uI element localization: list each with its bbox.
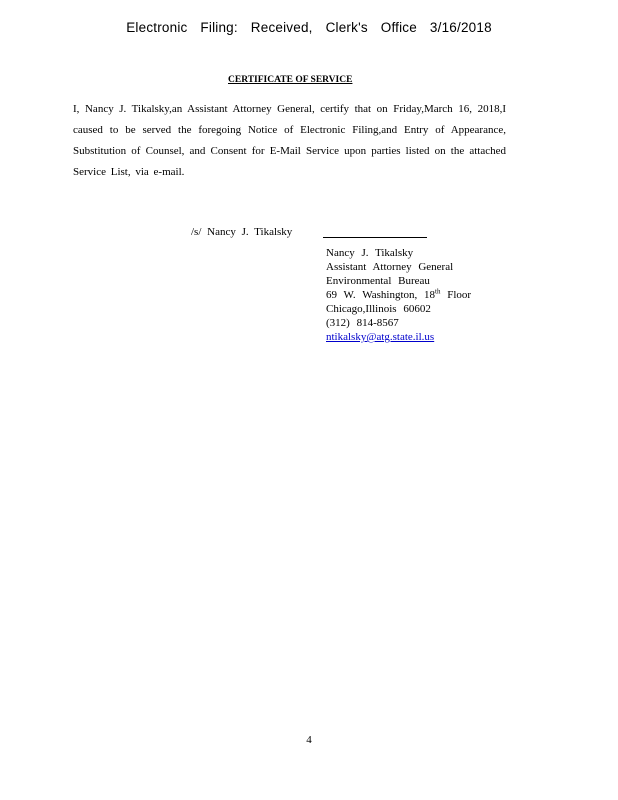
address-floor-superscript: th xyxy=(435,287,441,296)
address-city: Chicago,Illinois 60602 xyxy=(326,303,431,315)
address-title: Assistant Attorney General xyxy=(326,261,454,273)
email-link[interactable]: ntikalsky@atg.state.il.us xyxy=(326,331,435,343)
address-floor-text: Floor xyxy=(447,289,472,301)
address-block xyxy=(326,246,526,344)
filing-stamp-header: Electronic Filing: Received, Clerk's Office 3/16/2018 xyxy=(126,20,492,35)
page-number: 4 xyxy=(306,734,312,746)
address-street-text: 69 W. Washington, 18 xyxy=(326,289,436,301)
signature-line xyxy=(323,237,427,238)
signature-text: /s/ Nancy J. Tikalsky xyxy=(191,226,293,238)
address-phone: (312) 814-8567 xyxy=(326,317,399,329)
certificate-title: CERTIFICATE OF SERVICE xyxy=(228,75,353,85)
certificate-body: I, Nancy J. Tikalsky,an Assistant Attorney General, certify that on Friday,March 16, 2018,I caused to be served the foregoing Notice of Electronic Filing,and Entry of Appearance, Substitution of Counsel, and Consent for E-Mail Service upon parties listed on the attached Service List, via e-mail. xyxy=(73,103,506,178)
address-street xyxy=(326,288,526,302)
address-name: Nancy J. Tikalsky xyxy=(326,247,414,259)
address-bureau: Environmental Bureau xyxy=(326,275,430,287)
